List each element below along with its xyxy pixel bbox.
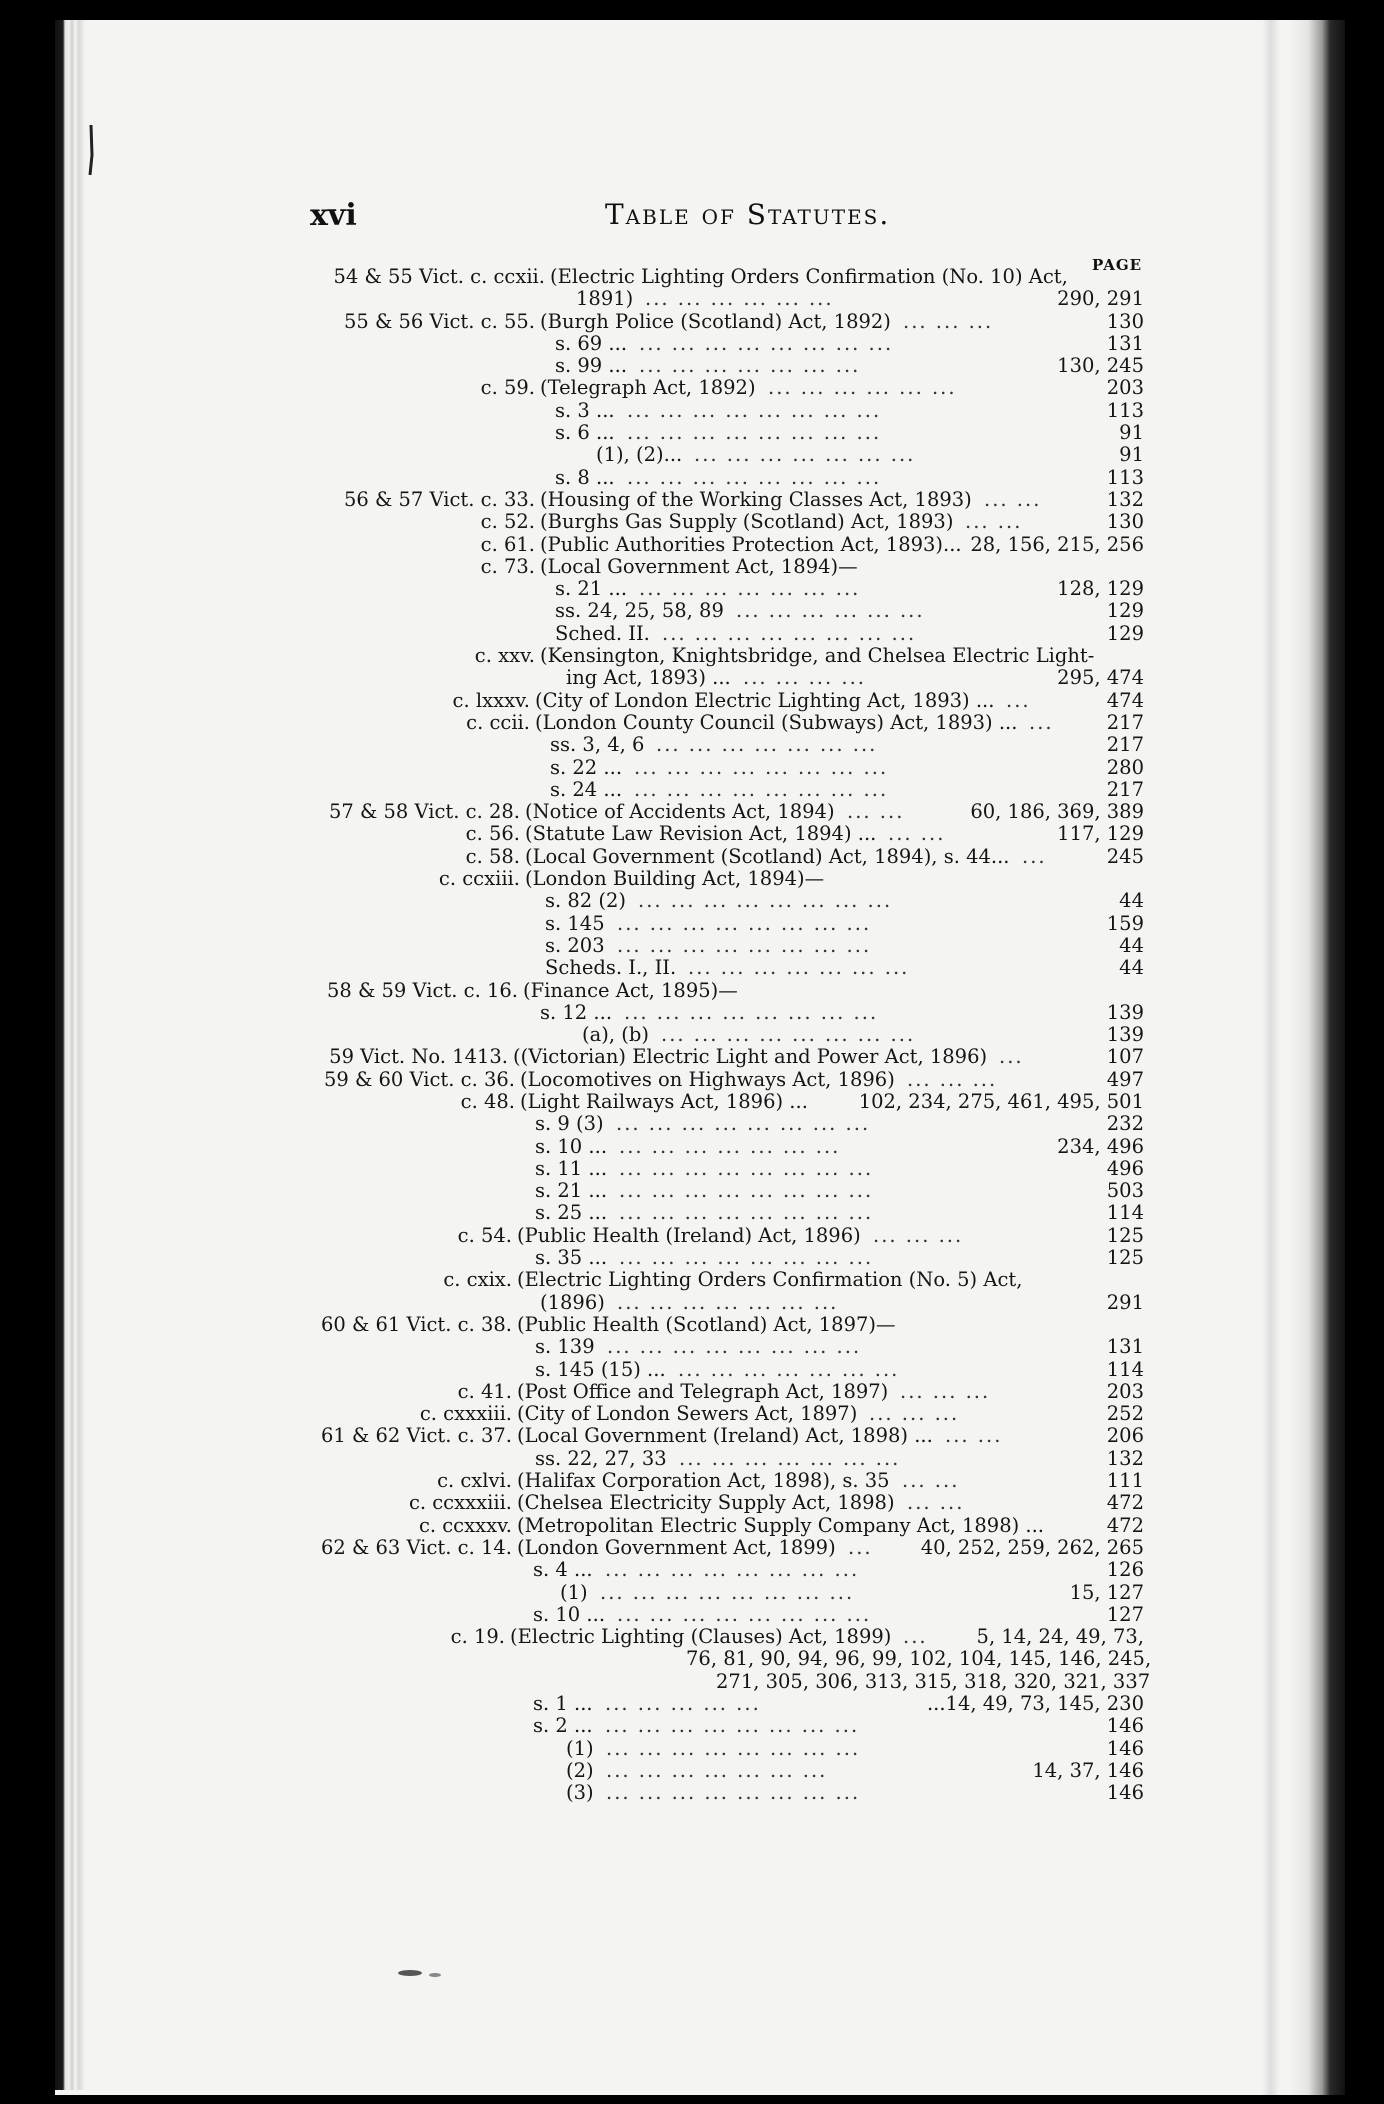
dot-leader: ... ... ... ... ... ... ... ... bbox=[617, 912, 872, 935]
statute-entry: s. 11 ... bbox=[535, 1156, 608, 1180]
statute-entry: (a), (b) bbox=[582, 1023, 649, 1047]
statute-row bbox=[0, 1381, 1384, 1403]
page-reference: 217 bbox=[1106, 777, 1144, 801]
statute-entry: ss. 22, 27, 33 bbox=[535, 1446, 667, 1470]
statute-entry: s. 1 ... bbox=[533, 1692, 593, 1715]
statute-row bbox=[0, 1626, 1384, 1648]
dot-leader: ... ... ... ... ... ... ... ... bbox=[661, 1024, 916, 1047]
dot-leader: ... ... ... ... ... ... bbox=[645, 288, 834, 311]
statute-row bbox=[0, 266, 1384, 288]
statute-row bbox=[0, 444, 1384, 466]
dot-leader: ... ... ... ... ... bbox=[605, 1693, 761, 1715]
statute-entry: (Public Health (Scotland) Act, 1897)— bbox=[517, 1312, 896, 1336]
statute-row bbox=[0, 667, 1384, 689]
dot-leader: ... ... ... ... ... ... ... ... bbox=[606, 1782, 861, 1805]
statute-entry: (Local Government (Scotland) Act, 1894), s. 44... bbox=[525, 844, 1010, 868]
dot-leader: ... ... ... ... ... ... ... ... bbox=[617, 1603, 872, 1626]
dot-leader: ... ... ... bbox=[869, 1403, 960, 1426]
dot-leader: ... ... ... ... ... ... ... ... bbox=[634, 778, 889, 801]
dot-leader: ... ... ... ... ... ... ... ... bbox=[627, 466, 882, 489]
statute-entry: (Burgh Police (Scotland) Act, 1892) bbox=[540, 309, 891, 333]
page-reference: 117, 129 bbox=[1057, 822, 1144, 846]
statute-entry: s. 4 ... bbox=[533, 1558, 593, 1582]
page-reference: 146 bbox=[1106, 1736, 1144, 1760]
dot-leader: ... ... ... ... ... ... ... ... bbox=[627, 399, 882, 422]
page-reference: 114 bbox=[1106, 1357, 1144, 1381]
statute-row bbox=[0, 690, 1384, 712]
statute-row bbox=[0, 467, 1384, 489]
statute-row bbox=[0, 823, 1384, 845]
statute-row bbox=[0, 1002, 1384, 1024]
dot-leader: ... ... ... ... ... ... ... ... bbox=[662, 622, 917, 645]
dot-leader: ... bbox=[903, 1626, 928, 1649]
page-reference: 132 bbox=[1106, 487, 1144, 511]
dot-leader: ... ... bbox=[945, 1425, 1003, 1448]
statute-row bbox=[0, 1604, 1384, 1626]
dot-leader: ... ... ... bbox=[903, 310, 994, 333]
statute-entry: s. 22 ... bbox=[550, 755, 623, 779]
statute-citation: 59 & 60 Vict. c. 36. bbox=[323, 1067, 515, 1091]
dot-leader: ... ... ... ... ... ... ... bbox=[656, 734, 878, 757]
dot-leader: ... ... ... ... ... ... ... ... bbox=[616, 1113, 871, 1136]
page-reference: 91 bbox=[1119, 421, 1144, 445]
statute-entry: s. 9 (3) bbox=[535, 1112, 604, 1136]
page-reference: 295, 474 bbox=[1057, 666, 1144, 690]
dot-leader: ... ... ... ... ... ... ... ... bbox=[605, 1715, 860, 1738]
statute-entry: (Electric Lighting Orders Confirmation (No. 10) Act, bbox=[550, 265, 1068, 288]
page-reference: 159 bbox=[1106, 911, 1144, 935]
page-reference: 113 bbox=[1106, 465, 1144, 489]
statute-citation: 56 & 57 Vict. c. 33. bbox=[343, 487, 535, 511]
statute-row bbox=[0, 1648, 1384, 1670]
statute-entry: (Telegraph Act, 1892) bbox=[540, 376, 756, 400]
statute-row bbox=[0, 600, 1384, 622]
dot-leader: ... ... ... ... ... ... ... bbox=[639, 355, 861, 378]
statute-row bbox=[0, 913, 1384, 935]
dot-leader: ... ... ... ... ... ... ... ... bbox=[607, 1336, 862, 1359]
page-reference: 203 bbox=[1106, 1379, 1144, 1403]
statute-citation: c. 56. bbox=[465, 822, 520, 846]
statute-row bbox=[0, 712, 1384, 734]
dot-leader: ... ... ... ... ... ... ... bbox=[639, 578, 861, 601]
statute-entry: (Local Government (Ireland) Act, 1898) ... bbox=[517, 1424, 933, 1448]
page-reference: 245 bbox=[1106, 844, 1144, 868]
statute-citation: c. ccxiii. bbox=[438, 867, 520, 891]
statute-row bbox=[0, 734, 1384, 756]
page-reference: 107 bbox=[1106, 1045, 1144, 1069]
page-reference: 206 bbox=[1106, 1424, 1144, 1448]
statute-row bbox=[0, 1091, 1384, 1113]
statute-row bbox=[0, 1760, 1384, 1782]
statute-entry: (Housing of the Working Classes Act, 1893) bbox=[540, 487, 972, 511]
statute-row bbox=[0, 489, 1384, 511]
statute-row bbox=[0, 846, 1384, 868]
statute-entry: (Notice of Accidents Act, 1894) bbox=[525, 800, 835, 824]
statute-citation: c. xxv. bbox=[474, 644, 535, 668]
statute-entry: s. 139 bbox=[535, 1335, 595, 1359]
page-reference: 5, 14, 24, 49, 73, bbox=[976, 1625, 1144, 1649]
statute-entry: s. 145 bbox=[545, 911, 605, 935]
statute-entry: s. 12 ... bbox=[540, 1000, 613, 1024]
statute-entry: (2) bbox=[566, 1758, 594, 1782]
page-reference: 203 bbox=[1106, 376, 1144, 400]
statute-citation: 57 & 58 Vict. c. 28. bbox=[328, 800, 520, 824]
statute-citation: 58 & 59 Vict. c. 16. bbox=[326, 978, 518, 1002]
statute-entry: s. 21 ... bbox=[535, 1179, 608, 1203]
dot-leader: ... bbox=[999, 1046, 1024, 1069]
page-reference: 217 bbox=[1106, 710, 1144, 734]
statute-citation: c. ccxxxiii. bbox=[408, 1491, 512, 1515]
dot-leader: ... ... ... ... ... ... ... bbox=[617, 1291, 839, 1314]
dot-leader: ... ... ... ... ... ... ... ... bbox=[619, 1247, 874, 1270]
page-reference: 76, 81, 90, 94, 96, 99, 102, 104, 145, 146, 245, bbox=[686, 1647, 1152, 1671]
statute-citation: 62 & 63 Vict. c. 14. bbox=[320, 1535, 512, 1559]
statute-row bbox=[0, 868, 1384, 890]
page-reference: 44 bbox=[1119, 933, 1144, 957]
statute-row bbox=[0, 1448, 1384, 1470]
statute-row bbox=[0, 534, 1384, 556]
statute-row bbox=[0, 1202, 1384, 1224]
dot-leader: ... ... ... ... ... ... bbox=[736, 600, 925, 623]
statute-citation: 59 Vict. No. 1413. bbox=[329, 1045, 508, 1069]
page-reference: 44 bbox=[1119, 889, 1144, 913]
dot-leader: ... ... ... ... ... ... ... bbox=[679, 1447, 901, 1470]
page-reference: 130 bbox=[1106, 309, 1144, 333]
page-reference: 146 bbox=[1106, 1714, 1144, 1738]
dot-leader: ... ... ... ... ... ... ... bbox=[606, 1759, 828, 1782]
dot-leader: ... ... bbox=[888, 823, 946, 846]
page-reference: 91 bbox=[1119, 443, 1144, 467]
page-reference: 497 bbox=[1106, 1067, 1144, 1091]
statute-entry: (Light Railways Act, 1896) ... bbox=[520, 1089, 808, 1113]
statute-entry: (Public Authorities Protection Act, 1893)... bbox=[540, 532, 962, 556]
statute-entry: ing Act, 1893) ... bbox=[566, 666, 731, 690]
dot-leader: ... ... bbox=[902, 1470, 960, 1493]
page-reference: 132 bbox=[1106, 1446, 1144, 1470]
statute-citation: c. ccxxxv. bbox=[418, 1513, 512, 1537]
statute-entry: s. 99 ... bbox=[555, 354, 628, 378]
statute-citation: c. cxlvi. bbox=[437, 1469, 512, 1493]
statute-row bbox=[0, 355, 1384, 377]
statute-citation: c. 58. bbox=[465, 844, 520, 868]
page-reference: 130 bbox=[1106, 510, 1144, 534]
page-reference: 28, 156, 215, 256 bbox=[970, 532, 1144, 556]
statute-citation: c. 19. bbox=[450, 1625, 505, 1649]
dot-leader: ... ... ... ... ... ... ... ... bbox=[627, 422, 882, 445]
statute-citation: c. 61. bbox=[480, 532, 535, 556]
dot-leader: ... ... ... ... ... ... bbox=[768, 377, 957, 400]
statute-row bbox=[0, 1136, 1384, 1158]
page-reference: 271, 305, 306, 313, 315, 318, 320, 321, 337 bbox=[716, 1669, 1151, 1693]
page-reference: 280 bbox=[1106, 755, 1144, 779]
statute-row bbox=[0, 1292, 1384, 1314]
statute-entry: s. 6 ... bbox=[555, 421, 615, 445]
statute-row bbox=[0, 1247, 1384, 1269]
dot-leader: ... ... ... bbox=[873, 1224, 964, 1247]
dot-leader: ... ... ... ... ... ... ... ... bbox=[606, 1737, 861, 1760]
dot-leader: ... bbox=[1006, 689, 1031, 712]
statute-row bbox=[0, 1671, 1384, 1693]
page-reference: 252 bbox=[1106, 1402, 1144, 1426]
page-reference: 113 bbox=[1106, 398, 1144, 422]
statute-row bbox=[0, 1403, 1384, 1425]
statute-row bbox=[0, 511, 1384, 533]
statute-row bbox=[0, 1515, 1384, 1537]
page-reference: 126 bbox=[1106, 1558, 1144, 1582]
statute-entry: (Burghs Gas Supply (Scotland) Act, 1893) bbox=[540, 510, 954, 534]
statute-row bbox=[0, 957, 1384, 979]
statute-entry: s. 25 ... bbox=[535, 1201, 608, 1225]
statute-entry: s. 35 ... bbox=[535, 1246, 608, 1270]
dot-leader: ... ... ... ... ... ... ... ... bbox=[638, 890, 893, 913]
statute-row bbox=[0, 1180, 1384, 1202]
statute-entry: (Electric Lighting (Clauses) Act, 1899) bbox=[510, 1625, 892, 1649]
page-reference: 496 bbox=[1106, 1156, 1144, 1180]
page-reference: 125 bbox=[1106, 1246, 1144, 1270]
statute-row bbox=[0, 645, 1384, 667]
statute-entry: s. 24 ... bbox=[550, 777, 623, 801]
page-reference: 125 bbox=[1106, 1223, 1144, 1247]
statute-citation: c. 54. bbox=[457, 1223, 512, 1247]
statute-row bbox=[0, 1693, 1384, 1715]
statute-row bbox=[0, 801, 1384, 823]
statute-entry: s. 10 ... bbox=[533, 1602, 606, 1626]
statute-row bbox=[0, 1559, 1384, 1581]
page-header bbox=[310, 198, 1160, 238]
folio-number: xvi bbox=[310, 198, 357, 233]
statute-row bbox=[0, 1537, 1384, 1559]
statute-row bbox=[0, 1314, 1384, 1336]
dot-leader: ... ... ... ... ... ... ... bbox=[619, 1135, 841, 1158]
statute-entry: (1896) bbox=[540, 1290, 605, 1314]
statute-citation: c. 73. bbox=[480, 554, 535, 578]
statute-row bbox=[0, 1069, 1384, 1091]
statute-entry: s. 82 (2) bbox=[545, 889, 627, 913]
dot-leader: ... ... ... ... ... ... ... ... bbox=[619, 1202, 874, 1225]
dot-leader: ... ... ... ... ... ... ... bbox=[678, 1358, 900, 1381]
statute-entry: (Public Health (Ireland) Act, 1896) bbox=[517, 1223, 861, 1247]
page-reference: 114 bbox=[1106, 1201, 1144, 1225]
statute-entry: (Statute Law Revision Act, 1894) ... bbox=[525, 822, 877, 846]
page-reference: 127 bbox=[1106, 1602, 1144, 1626]
page-reference: 217 bbox=[1106, 733, 1144, 757]
statute-citation: c. cxix. bbox=[443, 1268, 512, 1292]
statute-row bbox=[0, 1470, 1384, 1492]
dot-leader: ... ... ... ... ... ... ... ... bbox=[619, 1157, 874, 1180]
statute-row bbox=[0, 1024, 1384, 1046]
statute-entry: Scheds. I., II. bbox=[545, 956, 677, 980]
page-reference: 234, 496 bbox=[1057, 1134, 1144, 1158]
statute-citation: c. ccii. bbox=[466, 710, 530, 734]
statute-row bbox=[0, 1359, 1384, 1381]
dot-leader: ... bbox=[1029, 711, 1054, 734]
statute-entry: (Metropolitan Electric Supply Company Act, 1898) ... bbox=[517, 1513, 1045, 1537]
page-reference: ...14, 49, 73, 145, 230 bbox=[926, 1692, 1144, 1715]
statute-row bbox=[0, 1158, 1384, 1180]
statute-entry: s. 10 ... bbox=[535, 1134, 608, 1158]
dot-leader: ... ... ... ... ... ... ... bbox=[688, 957, 910, 980]
dot-leader: ... ... ... ... ... ... ... bbox=[694, 444, 916, 467]
page-reference: 129 bbox=[1106, 599, 1144, 623]
statute-row bbox=[0, 890, 1384, 912]
statute-entry: ss. 3, 4, 6 bbox=[550, 733, 645, 757]
page-reference: 472 bbox=[1106, 1513, 1144, 1537]
statute-row bbox=[0, 1336, 1384, 1358]
statute-row bbox=[0, 1492, 1384, 1514]
statute-row bbox=[0, 779, 1384, 801]
statute-entry: (City of London Sewers Act, 1897) bbox=[517, 1402, 858, 1426]
statute-citation: c. cxxxiii. bbox=[419, 1402, 512, 1426]
dot-leader: ... ... bbox=[847, 801, 905, 824]
statute-entry: s. 203 bbox=[545, 933, 605, 957]
statute-row bbox=[0, 980, 1384, 1002]
statute-row bbox=[0, 1225, 1384, 1247]
statute-entry: s. 2 ... bbox=[533, 1714, 593, 1738]
page-reference: 60, 186, 369, 389 bbox=[970, 800, 1144, 824]
statute-entry: (1), (2)... bbox=[596, 443, 683, 467]
statute-citation: c. lxxxv. bbox=[452, 688, 530, 712]
page-reference: 131 bbox=[1106, 331, 1144, 355]
statute-row bbox=[0, 1425, 1384, 1447]
page-reference: 139 bbox=[1106, 1023, 1144, 1047]
statute-row bbox=[0, 422, 1384, 444]
page-reference: 44 bbox=[1119, 956, 1144, 980]
statute-entry: (Local Government Act, 1894)— bbox=[540, 554, 858, 578]
statute-table bbox=[0, 266, 1384, 1804]
page-reference: 102, 234, 275, 461, 495, 501 bbox=[858, 1089, 1144, 1113]
statute-entry: (Halifax Corporation Act, 1898), s. 35 bbox=[517, 1469, 890, 1493]
statute-entry: (Chelsea Electricity Supply Act, 1898) bbox=[517, 1491, 895, 1515]
statute-row bbox=[0, 333, 1384, 355]
statute-citation: 61 & 62 Vict. c. 37. bbox=[320, 1424, 512, 1448]
dot-leader: ... ... ... ... ... ... ... ... bbox=[619, 1180, 874, 1203]
dot-leader: ... bbox=[848, 1536, 873, 1559]
statute-row bbox=[0, 556, 1384, 578]
page-reference: 15, 127 bbox=[1069, 1580, 1144, 1604]
statute-entry: (3) bbox=[566, 1781, 594, 1805]
dot-leader: ... ... ... bbox=[907, 1068, 998, 1091]
statute-entry: s. 3 ... bbox=[555, 398, 615, 422]
statute-entry: Sched. II. bbox=[555, 621, 650, 645]
dot-leader: ... ... ... ... ... ... ... ... bbox=[617, 934, 872, 957]
statute-entry: (City of London Electric Lighting Act, 1893) ... bbox=[535, 688, 995, 712]
dot-leader: ... ... ... ... ... ... ... ... bbox=[600, 1581, 855, 1604]
page-reference: 146 bbox=[1106, 1781, 1144, 1805]
dot-leader: ... ... ... ... ... ... ... ... bbox=[634, 756, 889, 779]
statute-entry: ss. 24, 25, 58, 89 bbox=[555, 599, 724, 623]
dot-leader: ... ... ... ... ... ... ... ... bbox=[624, 1001, 879, 1024]
page-reference: 131 bbox=[1106, 1335, 1144, 1359]
statute-citation: 55 & 56 Vict. c. 55. bbox=[343, 309, 535, 333]
statute-entry: (1) bbox=[566, 1736, 594, 1760]
statute-row bbox=[0, 578, 1384, 600]
page-reference: 128, 129 bbox=[1057, 577, 1144, 601]
statute-row bbox=[0, 311, 1384, 333]
statute-entry: (London Government Act, 1899) bbox=[517, 1535, 836, 1559]
statute-row bbox=[0, 757, 1384, 779]
page-reference: 111 bbox=[1106, 1469, 1144, 1493]
statute-entry: 1891) bbox=[576, 287, 634, 311]
running-title: Table of Statutes. bbox=[605, 198, 891, 231]
page-reference: 129 bbox=[1106, 621, 1144, 645]
statute-citation: c. 59. bbox=[480, 376, 535, 400]
dot-leader: ... ... ... ... bbox=[743, 667, 866, 690]
statute-citation: c. 52. bbox=[480, 510, 535, 534]
statute-citation: c. 41. bbox=[457, 1379, 512, 1403]
statute-entry: (Kensington, Knightsbridge, and Chelsea Electric Light- bbox=[540, 644, 1095, 668]
statute-row bbox=[0, 288, 1384, 310]
statute-row bbox=[0, 1782, 1384, 1804]
statute-row bbox=[0, 1046, 1384, 1068]
statute-entry: (1) bbox=[560, 1580, 588, 1604]
statute-entry: (London County Council (Subways) Act, 1893) ... bbox=[535, 710, 1018, 734]
statute-entry: s. 145 (15) ... bbox=[535, 1357, 666, 1381]
statute-row bbox=[0, 400, 1384, 422]
dot-leader: ... ... bbox=[984, 488, 1042, 511]
page-column-label: PAGE bbox=[1092, 256, 1143, 274]
statute-entry: (Post Office and Telegraph Act, 1897) bbox=[517, 1379, 889, 1403]
statute-row bbox=[0, 1715, 1384, 1737]
dot-leader: ... ... bbox=[907, 1492, 965, 1515]
statute-citation: c. 48. bbox=[460, 1089, 515, 1113]
page-reference: 472 bbox=[1106, 1491, 1144, 1515]
statute-row bbox=[0, 1269, 1384, 1291]
dot-leader: ... ... ... ... ... ... ... ... bbox=[605, 1559, 860, 1582]
statute-citation: 54 & 55 Vict. c. ccxii. bbox=[333, 265, 545, 288]
page-reference: 14, 37, 146 bbox=[1032, 1758, 1144, 1782]
dot-leader: ... ... ... ... ... ... ... ... bbox=[639, 332, 894, 355]
pencil-mark bbox=[88, 125, 94, 175]
statute-entry: (London Building Act, 1894)— bbox=[525, 867, 825, 891]
page-reference: 474 bbox=[1106, 688, 1144, 712]
statute-row bbox=[0, 377, 1384, 399]
ink-smudge bbox=[395, 1966, 455, 1980]
statute-row bbox=[0, 1582, 1384, 1604]
page-reference: 40, 252, 259, 262, 265 bbox=[920, 1535, 1144, 1559]
statute-entry: ((Victorian) Electric Light and Power Act, 1896) bbox=[513, 1045, 988, 1069]
page-reference: 139 bbox=[1106, 1000, 1144, 1024]
statute-row bbox=[0, 623, 1384, 645]
page-reference: 503 bbox=[1106, 1179, 1144, 1203]
dot-leader: ... ... ... bbox=[900, 1380, 991, 1403]
dot-leader: ... ... bbox=[965, 511, 1023, 534]
page-reference: 232 bbox=[1106, 1112, 1144, 1136]
page-reference: 130, 245 bbox=[1057, 354, 1144, 378]
page-reference: 290, 291 bbox=[1057, 287, 1144, 311]
statute-entry: s. 21 ... bbox=[555, 577, 628, 601]
statute-row bbox=[0, 935, 1384, 957]
statute-entry: (Finance Act, 1895)— bbox=[523, 978, 738, 1002]
dot-leader: ... bbox=[1022, 845, 1047, 868]
statute-row bbox=[0, 1113, 1384, 1135]
statute-entry: s. 8 ... bbox=[555, 465, 615, 489]
statute-entry: (Electric Lighting Orders Confirmation (No. 5) Act, bbox=[517, 1268, 1023, 1292]
statute-entry: s. 69 ... bbox=[555, 331, 628, 355]
page-reference: 291 bbox=[1106, 1290, 1144, 1314]
statute-entry: (Locomotives on Highways Act, 1896) bbox=[520, 1067, 895, 1091]
statute-row bbox=[0, 1738, 1384, 1760]
statute-citation: 60 & 61 Vict. c. 38. bbox=[320, 1312, 512, 1336]
